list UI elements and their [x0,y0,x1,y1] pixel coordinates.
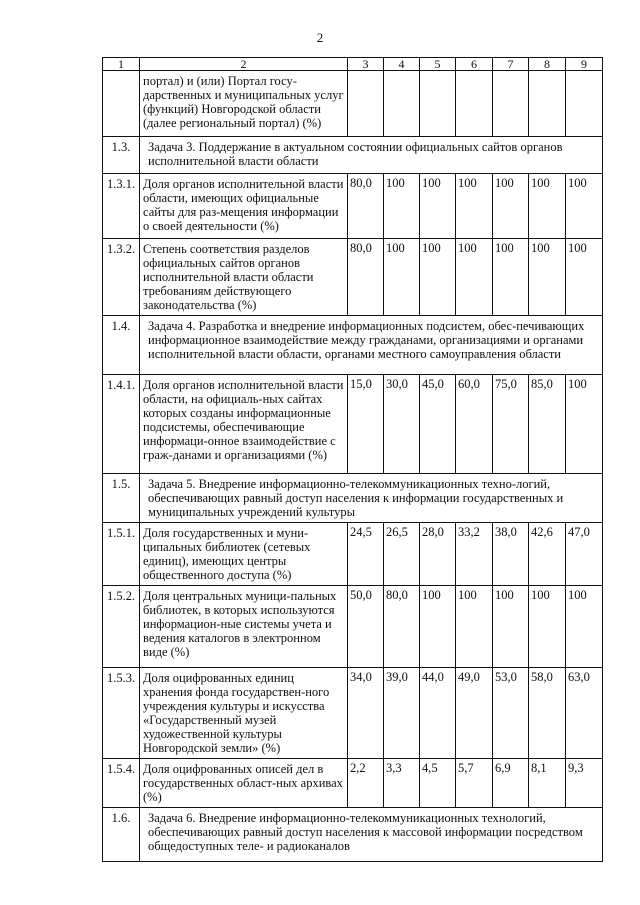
column-number: 7 [493,58,529,71]
page-number: 2 [316,30,324,45]
indicator-text: Доля органов исполнительной власти области, имеющих официальные сайты для раз-мещения информации о своей деятельности (%) [140,174,348,239]
indicator-value: 6,9 [493,759,529,808]
column-number: 2 [140,58,348,71]
indicator-row [103,668,603,759]
column-number: 6 [456,58,493,71]
indicator-value: 24,5 [348,523,384,586]
indicator-value: 44,0 [420,668,456,759]
row-number: 1.5.4. [103,759,140,808]
indicator-value: 53,0 [493,668,529,759]
indicator-value: 39,0 [384,668,420,759]
indicator-row [103,375,603,474]
indicator-value: 100 [566,586,603,668]
indicator-value: 75,0 [493,375,529,474]
indicator-text: Доля органов исполнительной власти области, на официаль-ных сайтах которых созданы информационные подсистемы, обеспечивающие информаци-онное взаимодействие с граж-данами и организациями (%) [140,375,348,474]
row-number: 1.4.1. [103,375,140,474]
indicator-value: 33,2 [456,523,493,586]
task-text: Задача 3. Поддержание в актуальном состоянии официальных сайтов органов исполнительной власти области [140,137,603,174]
indicator-value: 26,5 [384,523,420,586]
indicator-value [566,71,603,137]
indicator-value: 100 [529,239,566,316]
indicator-value: 85,0 [529,375,566,474]
column-number-row [103,58,603,71]
indicator-value: 100 [420,239,456,316]
indicator-text: Степень соответствия разделов официальных сайтов органов исполнительной власти области требованиям действующего законодательства (%) [140,239,348,316]
task-row [103,316,603,375]
indicator-value: 5,7 [456,759,493,808]
column-number: 5 [420,58,456,71]
table-row-continuation [103,71,603,137]
indicator-text: Доля государственных и муни-ципальных библиотек (сетевых единиц), имеющих центры общественного доступа (%) [140,523,348,586]
indicators-table [102,57,603,862]
indicator-value [384,71,420,137]
row-number: 1.3.2. [103,239,140,316]
indicator-row [103,586,603,668]
indicator-value: 9,3 [566,759,603,808]
indicator-value: 34,0 [348,668,384,759]
indicator-text: Доля оцифрованных единиц хранения фонда государствен-ного учреждения культуры и искусства «Государственный музей художественной культуры Новгородской земли» (%) [140,668,348,759]
column-number: 4 [384,58,420,71]
row-number: 1.3.1. [103,174,140,239]
column-number: 9 [566,58,603,71]
indicator-value: 100 [384,239,420,316]
indicator-value: 100 [456,239,493,316]
row-number: 1.5.3. [103,668,140,759]
indicator-value: 80,0 [348,174,384,239]
indicator-value: 58,0 [529,668,566,759]
indicator-value: 4,5 [420,759,456,808]
indicator-value: 47,0 [566,523,603,586]
row-number: 1.5. [103,474,140,523]
task-text: Задача 4. Разработка и внедрение информационных подсистем, обес-печивающих информационное взаимодействие между гражданами, организациями и органами исполнительной власти области, органами местного самоуправления области [140,316,603,375]
indicator-row [103,239,603,316]
indicator-value: 100 [529,586,566,668]
indicator-text: Доля оцифрованных описей дел в государственных област-ных архивах (%) [140,759,348,808]
row-number: 1.4. [103,316,140,375]
indicator-value: 50,0 [348,586,384,668]
indicator-value: 100 [456,586,493,668]
indicator-value: 100 [493,239,529,316]
task-row [103,137,603,174]
indicator-value: 60,0 [456,375,493,474]
row-number: 1.5.1. [103,523,140,586]
indicator-value: 2,2 [348,759,384,808]
indicator-row [103,174,603,239]
column-number: 1 [103,58,140,71]
task-row [103,808,603,862]
column-number: 8 [529,58,566,71]
indicator-value [420,71,456,137]
indicator-value: 8,1 [529,759,566,808]
indicator-value: 30,0 [384,375,420,474]
row-number: 1.5.2. [103,586,140,668]
indicator-value: 38,0 [493,523,529,586]
task-text: Задача 6. Внедрение информационно-телекоммуникационных технологий, обеспечивающих равный доступ населения к массовой информации посредством общедоступных теле- и радиоканалов [140,808,603,862]
indicator-value: 15,0 [348,375,384,474]
indicator-value: 28,0 [420,523,456,586]
indicator-text: Доля центральных муници-пальных библиотек, в которых используются информацион-ные системы учета и ведения каталогов в электронном виде (%) [140,586,348,668]
indicator-value [348,71,384,137]
row-number: 1.3. [103,137,140,174]
indicator-value: 100 [566,239,603,316]
row-number: 1.6. [103,808,140,862]
indicator-value: 42,6 [529,523,566,586]
task-text: Задача 5. Внедрение информационно-телекоммуникационных техно-логий, обеспечивающих равный доступ населения к информации государственных и муниципальных учреждений культуры [140,474,603,523]
row-number [103,71,140,137]
indicator-value: 80,0 [384,586,420,668]
indicator-value: 100 [566,174,603,239]
task-row [103,474,603,523]
indicator-value [493,71,529,137]
indicator-value: 100 [420,586,456,668]
column-number: 3 [348,58,384,71]
indicator-value: 3,3 [384,759,420,808]
indicator-text: портал) и (или) Портал госу-дарственных и муниципальных услуг (функций) Новгородской области (далее региональный портал) (%) [140,71,348,137]
indicator-value: 100 [529,174,566,239]
indicator-row [103,523,603,586]
indicator-value: 100 [384,174,420,239]
indicator-value: 80,0 [348,239,384,316]
indicator-value: 45,0 [420,375,456,474]
indicator-value: 63,0 [566,668,603,759]
indicator-value [456,71,493,137]
indicator-value: 100 [566,375,603,474]
indicator-value: 100 [493,174,529,239]
indicator-value: 49,0 [456,668,493,759]
indicator-row [103,759,603,808]
indicator-value: 100 [456,174,493,239]
indicator-value: 100 [420,174,456,239]
indicator-value: 100 [493,586,529,668]
indicator-value [529,71,566,137]
